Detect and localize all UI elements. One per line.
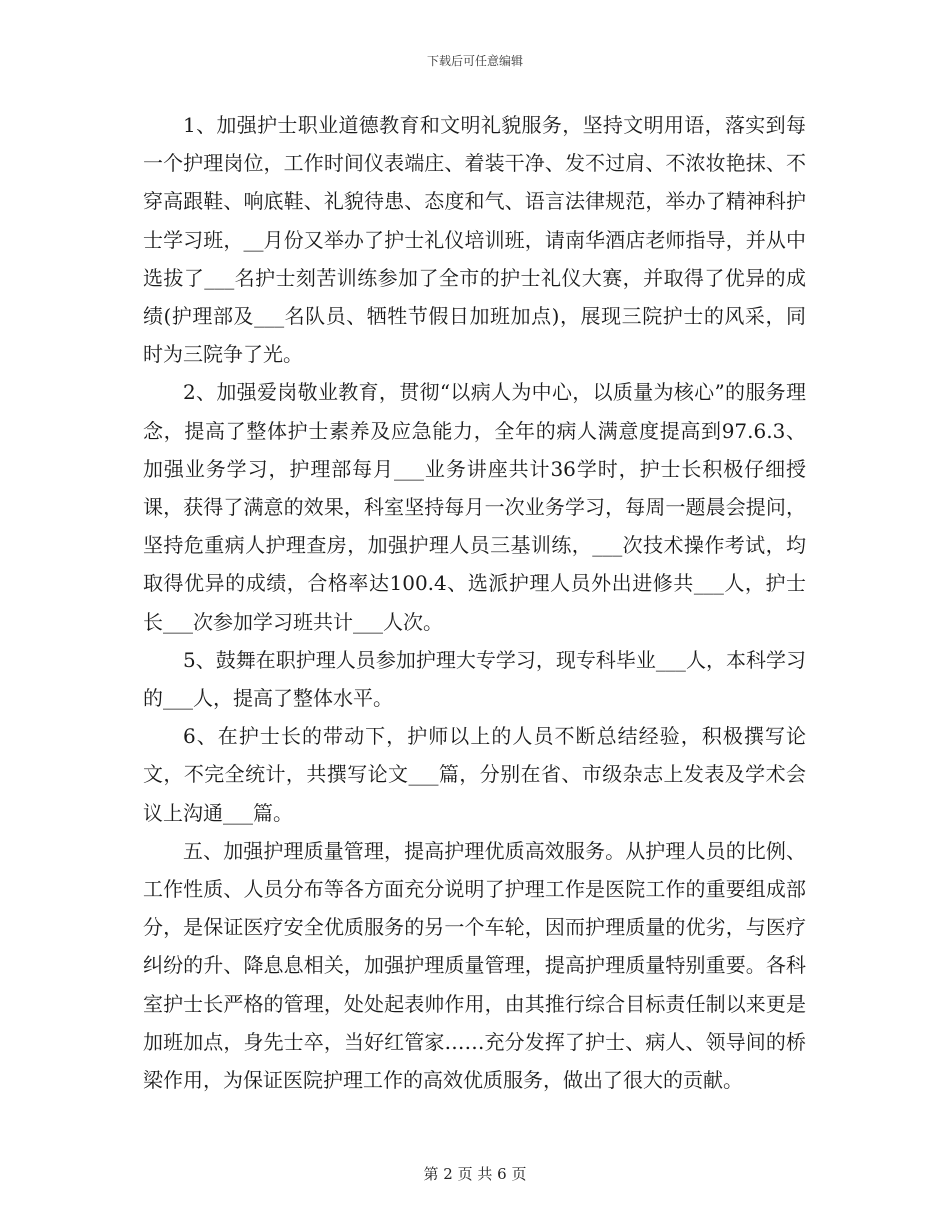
paragraph-1: 1、加强护士职业道德教育和文明礼貌服务，坚持文明用语，落实到每一个护理岗位，工作时间仪表端庄、着装干净、发不过肩、不浓妆艳抹、不穿高跟鞋、响底鞋、礼貌待患、态度和气、语言法律规范，举办了精神科护士学习班，__月份又举办了护士礼仪培训班，请南华酒店老师指导，并从中选拔了___名护士刻苦训练参加了全市的护士礼仪大赛，并取得了优异的成绩(护理部及___名队员、牺牲节假日加班加点)，展现三院护士的风采，同时为三院争了光。 (143, 113, 806, 367)
paragraph-5: 五、加强护理质量管理，提高护理优质高效服务。从护理人员的比例、工作性质、人员分布等各方面充分说明了护理工作是医院工作的重要组成部分，是保证医疗安全优质服务的另一个车轮，因而护理质量的优劣，与医疗纠纷的升、降息息相关，加强护理质量管理，提高护理质量特别重要。各科室护士长严格的管理，处处起表帅作用，由其推行综合目标责任制以来更是加班加点，身先士卒，当好红管家……充分发挥了护士、病人、领导间的桥梁作用，为保证医院护理工作的高效优质服务，做出了很大的贡献。 (143, 838, 806, 1093)
paragraph-3: 5、鼓舞在职护理人员参加护理大专学习，现专科毕业___人，本科学习的___人，提高了整体水平。 (143, 647, 806, 711)
paragraph-4: 6、在护士长的带动下，护师以上的人员不断总结经验，积极撰写论文，不完全统计，共撰写论文___篇，分别在省、市级杂志上发表及学术会议上沟通___篇。 (143, 724, 806, 825)
page-footer: 第 2 页 共 6 页 (423, 1165, 527, 1183)
paragraph-2: 2、加强爱岗敬业教育，贯彻“以病人为中心，以质量为核心”的服务理念，提高了整体护士素养及应急能力，全年的病人满意度提高到97.6.3、加强业务学习，护理部每月___业务讲座共计36学时，护士长积极仔细授课，获得了满意的效果，科室坚持每月一次业务学习，每周一题晨会提问，坚持危重病人护理查房，加强护理人员三基训练，___次技术操作考试，均取得优异的成绩，合格率达100.4、选派护理人员外出进修共___人，护士长___次参加学习班共计___人次。 (143, 380, 806, 634)
page-header: 下载后可任意编辑 (426, 54, 523, 68)
document-body (143, 106, 806, 1099)
